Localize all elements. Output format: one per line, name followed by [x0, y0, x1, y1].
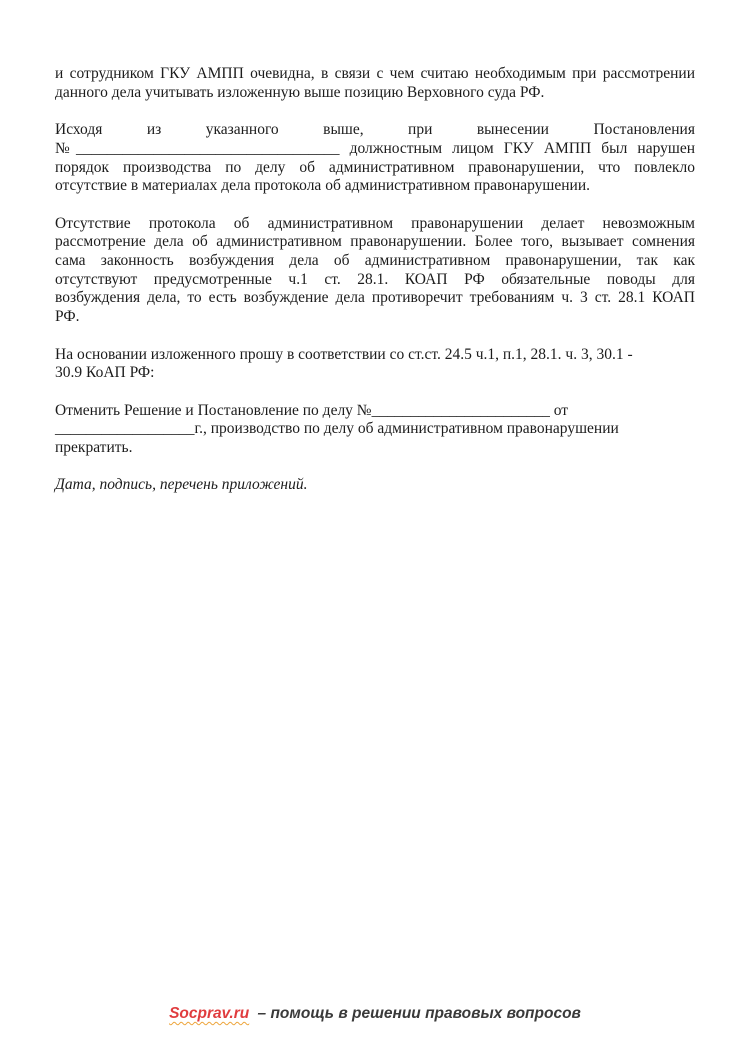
text-line: На основании изложенного прошу в соответствии со ст.ст. 24.5 ч.1, п.1, 28.1. ч. 3, 30.1 - [55, 345, 633, 363]
text-line: сама законность возбуждения дела об административном правонарушении, так как [55, 252, 695, 269]
text-line: РФ. [55, 308, 80, 326]
paragraph-request [55, 402, 695, 458]
paragraph-signature-note [55, 476, 695, 495]
paragraph-continuation [55, 65, 695, 102]
text-line: Дата, подпись, перечень приложений. [55, 476, 308, 494]
text-line: порядок производства по делу об административном правонарушении, что повлекло [55, 158, 695, 176]
text-line: Исходя из указанного выше, при вынесении Постановления [55, 121, 695, 139]
footer-brand-link[interactable]: Socprav.ru [169, 1005, 250, 1022]
text-line: и сотрудником ГКУ АМПП очевидна, в связи с чем считаю необходимым при рассмотрении [55, 65, 695, 82]
footer-tagline: – помощь в решении правовых вопросов [257, 1005, 581, 1022]
paragraph-missing-protocol [55, 215, 695, 327]
text-line: прекратить. [55, 439, 133, 456]
text-line: рассмотрение дела об административном правонарушении. Более того, вызывает сомнения [55, 233, 695, 251]
text-line: 30.9 КоАП РФ: [55, 364, 155, 382]
text-line: отсутствие в материалах дела протокола об административном правонарушении. [55, 177, 590, 195]
paragraph-violation [55, 121, 695, 196]
text-line: возбуждения дела, то есть возбуждение дела противоречит требованиям ч. 3 ст. 28.1 КОАП [55, 289, 695, 307]
text-line: отсутствуют предусмотренные ч.1 ст. 28.1. КОАП РФ обязательные поводы для [55, 270, 695, 288]
text-line-decision-blank: Отменить Решение и Постановление по делу №_______________________ от [55, 401, 569, 419]
paragraph-legal-basis [55, 346, 695, 383]
text-line-date-blank: __________________г., производство по делу об административном правонарушении [55, 420, 619, 438]
text-line: данного дела учитывать изложенную выше позицию Верховного суда РФ. [55, 83, 545, 101]
document-body [0, 0, 750, 495]
text-line-case-number-blank: №__________________________________ должностным лицом ГКУ АМПП был нарушен [55, 139, 695, 157]
footer [0, 1005, 750, 1023]
text-line: Отсутствие протокола об административном правонарушении делает невозможным [55, 214, 695, 232]
